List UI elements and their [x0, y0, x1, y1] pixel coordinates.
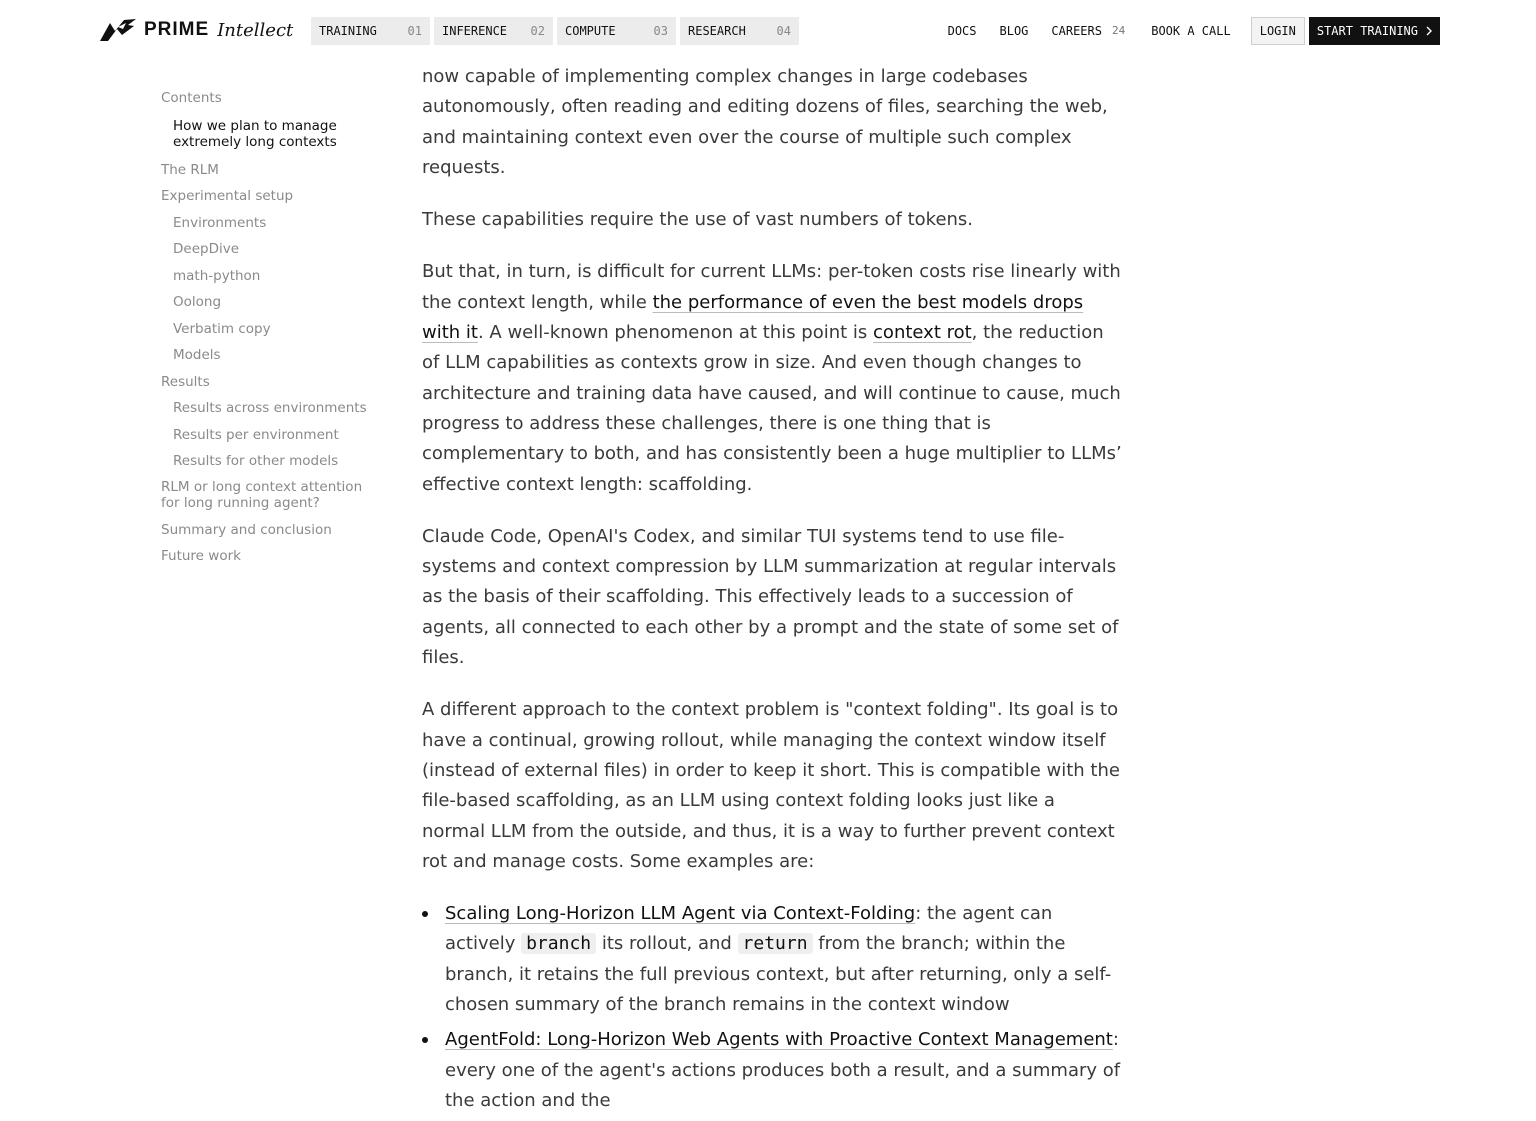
agentfold-paper-link[interactable]: AgentFold: Long-Horizon Web Agents with Proactive Context Management — [445, 1029, 1113, 1051]
tab-training[interactable] — [311, 17, 430, 45]
docs-link[interactable]: DOCS — [947, 24, 977, 38]
list-item: AgentFold: Long-Horizon Web Agents with Proactive Context Management: every one of the agent's actions produces both a result, and a summary of the action and the — [422, 1025, 1122, 1116]
paragraph: now capable of implementing complex changes in large codebases autonomously, often reading and editing dozens of files, searching the web, and maintaining context even over the course of multiple such complex requests. — [422, 66, 1108, 178]
tab-label: RESEARCH — [688, 24, 746, 38]
tab-label: COMPUTE — [565, 24, 616, 38]
toc-item[interactable]: DeepDive — [173, 241, 240, 257]
logo-prime-text: PRIME — [144, 19, 210, 40]
list-item: Scaling Long-Horizon LLM Agent via Context-Folding: the agent can actively branch its rollout, and return from the branch; within the branch, it retains the full previous context, but after returning, only a self-chosen summary of the branch remains in the context window — [422, 899, 1122, 1020]
examples-list — [422, 899, 1122, 1116]
toc-item[interactable]: Future work — [161, 548, 241, 564]
toc-item[interactable]: Models — [173, 347, 221, 363]
article-body — [422, 62, 1122, 1121]
tab-number: 02 — [530, 24, 545, 38]
tab-number: 04 — [776, 24, 791, 38]
tab-compute[interactable] — [557, 17, 676, 45]
right-nav — [948, 17, 1440, 45]
paragraph: These capabilities require the use of vast numbers of tokens. — [422, 209, 974, 231]
toc-item[interactable]: RLM or long context attention for long running agent? — [161, 479, 363, 511]
top-nav — [0, 0, 1536, 60]
toc-item[interactable]: Verbatim copy — [173, 321, 271, 337]
paragraph: But that, in turn, is difficult for current LLMs: per-token costs rise linearly with the context length, while the performance of even the best models drops with it. A well-known phenomenon at this point is context rot, the reduction of LLM capabilities as contexts grow in size. And even though changes to architecture and training data have caused, and will continue to cause, much progress to address these challenges, there is one thing that is complementary to both, and has consistently been a huge multiplier to LLMs’ effective context length: scaffolding. — [422, 261, 1122, 495]
prime-intellect-logo-icon — [98, 17, 138, 43]
performance-drop-link[interactable]: the performance of even the best models drops with it — [422, 291, 1084, 344]
toc-item[interactable]: The RLM — [161, 162, 219, 178]
toc-item[interactable]: Oolong — [173, 294, 222, 310]
login-button[interactable] — [1251, 17, 1305, 45]
toc-item[interactable]: Results — [161, 374, 210, 390]
toc-item[interactable]: Summary and conclusion — [161, 522, 332, 538]
context-rot-link[interactable]: context rot — [873, 322, 972, 344]
tab-research[interactable] — [680, 17, 799, 45]
paragraph: Claude Code, OpenAI's Codex, and similar TUI systems tend to use file-systems and context compression by LLM summarization at regular intervals as the basis of their scaffolding. This effectively leads to a succession of agents, all connected to each other by a prompt and the state of some set of files. — [422, 525, 1119, 669]
start-training-button[interactable] — [1309, 17, 1440, 45]
tab-inference[interactable] — [434, 17, 553, 45]
chevron-right-icon — [1426, 26, 1432, 36]
logo-intellect-text: Intellect — [217, 19, 294, 41]
toc-title: Contents — [161, 90, 222, 106]
start-training-label: START TRAINING — [1316, 24, 1418, 38]
context-folding-paper-link[interactable]: Scaling Long-Horizon LLM Agent via Context-Folding — [445, 903, 916, 925]
code-return: return — [738, 933, 813, 954]
book-call-link[interactable]: BOOK A CALL — [1151, 24, 1231, 38]
careers-link[interactable]: CAREERS — [1051, 24, 1102, 38]
toc-item[interactable]: Experimental setup — [161, 188, 294, 204]
tab-number: 01 — [407, 24, 422, 38]
careers-count-badge: 24 — [1111, 23, 1126, 37]
login-label: LOGIN — [1259, 24, 1296, 38]
toc-item[interactable]: Results per environment — [173, 427, 339, 443]
tab-label: INFERENCE — [442, 24, 508, 38]
toc-item[interactable]: Results across environments — [173, 400, 367, 416]
blog-link[interactable]: BLOG — [999, 24, 1029, 38]
toc-item[interactable]: Environments — [173, 215, 267, 231]
toc-item[interactable]: math-python — [173, 268, 261, 284]
code-branch: branch — [521, 933, 596, 954]
paragraph: A different approach to the context problem is "context folding". Its goal is to have a continual, growing rollout, while managing the context window itself (instead of external files) in order to keep it short. This is compatible with the file-based scaffolding, as an LLM using context folding looks just like a normal LLM from the outside, and thus, it is a way to further prevent context rot and manage costs. Some examples are: — [422, 699, 1120, 872]
toc-item[interactable]: Results for other models — [173, 453, 339, 469]
toc-item[interactable]: How we plan to manage extremely long contexts — [173, 118, 337, 150]
tab-number: 03 — [653, 24, 668, 38]
logo[interactable] — [98, 17, 293, 43]
tab-label: TRAINING — [319, 24, 377, 38]
product-tabs — [311, 17, 799, 45]
